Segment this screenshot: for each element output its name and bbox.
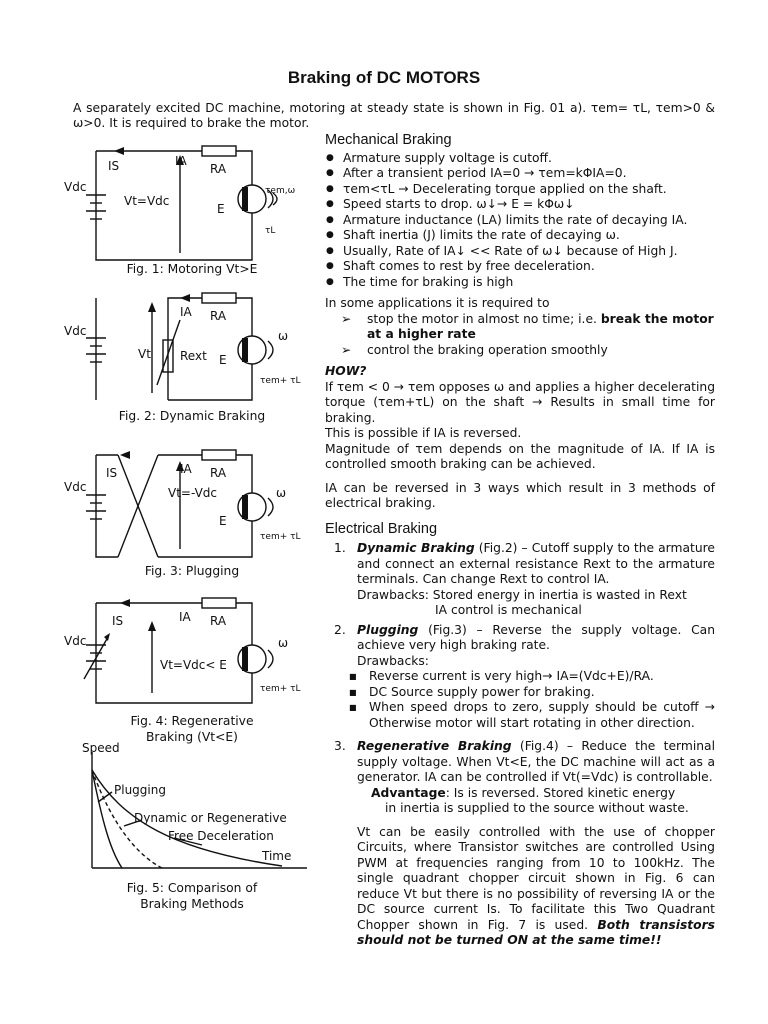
list-item: ● Armature supply voltage is cutoff. xyxy=(325,151,715,167)
applications-item1-text: stop the motor in almost no time; i.e. xyxy=(367,311,597,326)
list-item: ● After a transient period IA=0 → τem=kΦIA=0. xyxy=(325,166,715,182)
fig1-label-vt: Vt=Vdc xyxy=(124,194,170,208)
fig4-regenerative xyxy=(62,593,322,743)
fig5-comparison xyxy=(62,740,322,920)
item-number: 3. xyxy=(334,739,346,753)
fig1-label-ia: IA xyxy=(175,154,187,168)
how-paragraph-3: Magnitude of τem depends on the magnitude of IA. If IA is controlled smooth braking can be achieved. xyxy=(325,441,715,471)
page-title: Braking of DC MOTORS xyxy=(287,68,481,87)
chopper-paragraph xyxy=(357,825,715,949)
fig3-label-ia: IA xyxy=(180,462,192,476)
fig2-caption: Fig. 2: Dynamic Braking xyxy=(118,409,266,423)
method-drawbacks-label: Drawbacks: xyxy=(357,653,429,668)
list-item: ■ When speed drops to zero, supply should be cutoff → Otherwise motor will start rotating in other direction. xyxy=(325,700,715,731)
applications-list xyxy=(325,312,715,359)
fig1-label-vdc: Vdc xyxy=(64,180,87,194)
advantage-label: Advantage xyxy=(371,785,446,800)
fig2-label-ia: IA xyxy=(180,305,192,319)
electrical-heading: Electrical Braking xyxy=(325,520,438,537)
list-item: ● Usually, Rate of IA↓ << Rate of ω↓ because of High J. xyxy=(325,244,715,260)
list-item: ● Shaft inertia (J) limits the rate of decaying ω. xyxy=(325,228,715,244)
fig5-caption xyxy=(62,880,322,912)
list-item: ● Shaft comes to rest by free deceleration. xyxy=(325,259,715,275)
method-name: Plugging xyxy=(357,622,419,637)
applications-item1-bold: break the motor at a higher rate xyxy=(367,311,714,341)
method-text: (Fig.3) – Reverse the supply voltage. Can achieve very high braking rate. xyxy=(357,622,715,652)
fig1-label-tem: τem,ω xyxy=(265,186,296,196)
list-item xyxy=(325,312,715,343)
electrical-list xyxy=(325,541,715,817)
list-item: ● Armature inductance (LA) limits the rate of decaying IA. xyxy=(325,213,715,229)
fig5-label-plugging: Plugging xyxy=(114,783,166,797)
item-number: 2. xyxy=(334,622,346,637)
mechanical-list xyxy=(325,151,715,291)
intro-paragraph: A separately excited DC machine, motoring at steady state is shown in Fig. 01 a). τem= τL, τem>0 & ω>0. It is required to brake the motor. xyxy=(73,101,715,130)
fig2-label-ra: RA xyxy=(210,309,227,323)
fig3-circuit-diagram xyxy=(62,445,322,570)
list-item: ■ Reverse current is very high→ IA=(Vdc+E)/RA. xyxy=(325,669,715,685)
list-item: ■ DC Source supply power for braking. xyxy=(325,685,715,701)
fig1-motoring xyxy=(62,135,322,285)
chopper-text: Vt can be easily controlled with the use of chopper Circuits, where Transistor switches are controlled Using PWM at frequencies ranging from 10 to 100kHz. The single quadrant chopper circuit shown in Fig. 6 can reduce Vt but there is no possibility of reversing IA or the DC source current Is. To facilitate this Two Quadrant Chopper shown in Fig. 7 is used. xyxy=(357,824,715,932)
fig3-label-is: IS xyxy=(106,466,118,480)
list-item: ● The time for braking is high xyxy=(325,275,715,291)
fig3-label-ra: RA xyxy=(210,466,227,480)
fig2-label-vdc: Vdc xyxy=(64,324,87,338)
fig4-label-ia: IA xyxy=(179,610,191,624)
how-paragraph-1: If τem < 0 → τem opposes ω and applies a higher decelerating torque (τem+τL) on the shaft → Results in small time for braking. xyxy=(325,379,715,425)
fig3-label-tem: τem+ τL xyxy=(260,532,301,542)
list-item: ● Speed starts to drop. ω↓→ E = kΦω↓ xyxy=(325,197,715,213)
method-name: Regenerative Braking xyxy=(357,739,512,753)
mechanical-heading: Mechanical Braking xyxy=(325,132,452,148)
fig3-label-w: ω xyxy=(276,486,287,500)
fig4-label-vdc: Vdc xyxy=(64,634,87,648)
list-item xyxy=(325,739,715,817)
item-number: 1. xyxy=(334,541,346,555)
fig5-label-time: Time xyxy=(262,849,292,863)
fig5-caption-line1: Fig. 5: Comparison of xyxy=(126,881,258,895)
fig1-label-ra: RA xyxy=(210,162,227,176)
method-drawbacks: Drawbacks: Stored energy in inertia is wasted in Rext xyxy=(357,587,687,602)
how-paragraph-2: This is possible if IA is reversed. xyxy=(325,426,522,440)
list-item xyxy=(325,623,715,732)
fig5-speed-time-graph xyxy=(62,740,322,880)
fig3-caption: Fig. 3: Plugging xyxy=(144,564,240,578)
fig2-label-tem: τem+ τL xyxy=(260,376,301,386)
applications-lead: In some applications it is required to xyxy=(325,296,550,310)
figures-column xyxy=(62,135,322,995)
fig2-label-rext: Rext xyxy=(180,349,207,363)
list-item: ➢ control the braking operation smoothly xyxy=(325,343,715,359)
method-name: Dynamic Braking xyxy=(357,541,475,555)
method-advantage xyxy=(357,786,715,802)
fig4-label-w: ω xyxy=(278,636,289,650)
fig1-caption: Fig. 1: Motoring Vt>E xyxy=(126,262,258,276)
fig5-label-dynamic: Dynamic or Regenerative xyxy=(134,811,287,825)
fig1-circuit-diagram xyxy=(62,135,322,265)
list-item xyxy=(325,541,715,619)
how-paragraph-4: IA can be reversed in 3 ways which result in 3 methods of electrical braking. xyxy=(325,480,715,510)
fig5-label-free: Free Deceleration xyxy=(168,829,274,843)
fig3-label-vdc: Vdc xyxy=(64,480,87,494)
list-item: ● τem<τL → Decelerating torque applied on the shaft. xyxy=(325,182,715,198)
fig5-label-speed: Speed xyxy=(82,741,120,755)
fig5-caption-line2: Braking Methods xyxy=(140,897,244,911)
text-column xyxy=(325,133,715,949)
fig2-circuit-diagram xyxy=(62,290,322,405)
fig4-caption-line2: Braking (Vt<E) xyxy=(146,730,238,744)
fig4-label-is: IS xyxy=(112,614,124,628)
how-heading: HOW? xyxy=(325,364,367,378)
method-drawbacks: IA control is mechanical xyxy=(435,603,582,617)
fig1-label-is: IS xyxy=(108,159,120,173)
fig2-dynamic-braking xyxy=(62,290,322,430)
fig4-caption-line1: Fig. 4: Regenerative xyxy=(130,714,254,728)
fig3-plugging xyxy=(62,445,322,585)
warning-text: Both transistors should not be turned ON at the same time!! xyxy=(357,917,715,947)
drawbacks-list xyxy=(325,669,715,731)
fig4-label-vt: Vt=Vdc< E xyxy=(160,658,227,672)
fig1-label-e: E xyxy=(217,202,225,216)
fig2-label-vt: Vt xyxy=(138,347,151,361)
fig1-label-tl: τL xyxy=(265,226,276,236)
advantage-text: : Is is reversed. Stored kinetic energy xyxy=(445,785,676,800)
fig4-label-tem: τem+ τL xyxy=(260,684,301,694)
fig4-label-ra: RA xyxy=(210,614,227,628)
method-text: (Fig.2) – Cutoff supply to the armature and connect an external resistance Rext to the armature terminals. Can change Rext to control IA. xyxy=(357,541,715,586)
advantage-text: in inertia is supplied to the source without waste. xyxy=(385,801,689,815)
fig4-circuit-diagram xyxy=(62,593,322,708)
fig3-label-vt: Vt=-Vdc xyxy=(168,486,218,500)
fig2-label-w: ω xyxy=(278,329,289,343)
method-text: (Fig.4) – Reduce the terminal supply voltage. When Vt<E, the DC machine will act as a generator. IA can be controlled if Vt(=Vdc) is controllable. xyxy=(357,739,715,784)
fig2-label-e: E xyxy=(219,353,227,367)
fig3-label-e: E xyxy=(219,514,227,528)
